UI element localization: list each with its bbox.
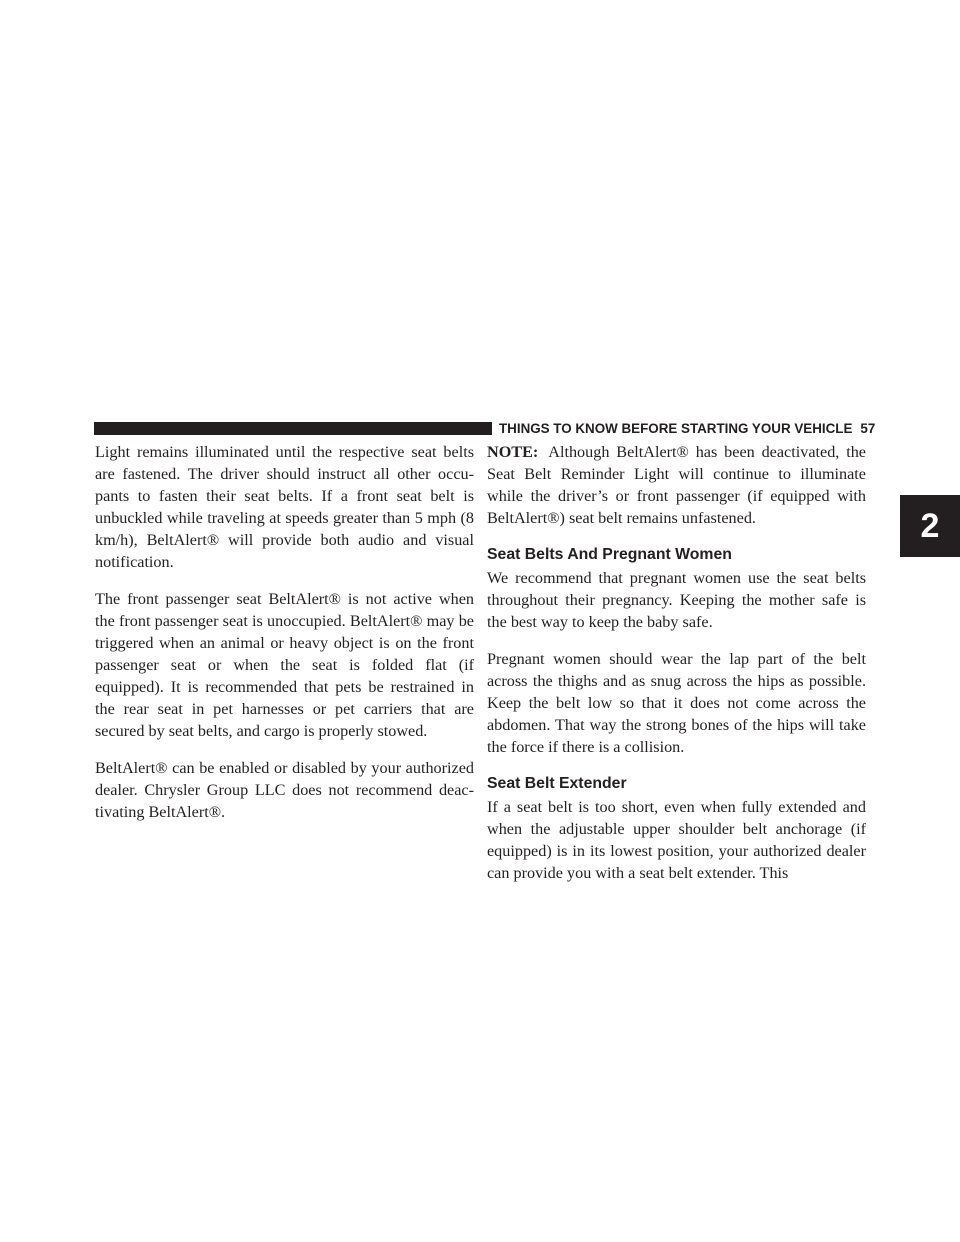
section-heading: Seat Belt Extender (487, 775, 627, 792)
right-column (487, 441, 866, 884)
note-paragraph (487, 441, 866, 529)
body-paragraph: If a seat belt is too short, even when fully extended and when the adjustable upper shoulder belt anchorage (if equipped) is in its lowest position, your authorized dealer can provide you with a seat belt extender. This (487, 798, 866, 882)
body-paragraph: Light remains illuminated until the respective seat belts are fastened. The driver should instruct all other occupants to fasten their seat belts. If a front seat belt is unbuckled while traveling at speeds greater than 5 mph (8 km/h), BeltAlert® will provide both audio and visual notification. (95, 443, 474, 571)
note-text: Although BeltAlert® has been deactivated, the Seat Belt Reminder Light will continue to illuminate while the driver’s or front passenger (if equipped with BeltAlert®) seat belt remains unfastened. (487, 443, 866, 527)
note-label: NOTE: (487, 443, 539, 461)
body-paragraph: The front passenger seat BeltAlert® is not active when the front passenger seat is unoccupied. BeltAlert® may be triggered when an animal or heavy object is on the front passenger seat or when the seat is folded flat (if equipped). It is recommended that pets be restrained in the rear seat in pet harnesses or pet carriers that are secured by seat belts, and cargo is properly stowed. (95, 590, 474, 740)
page-number: 57 (860, 421, 876, 436)
section-title: THINGS TO KNOW BEFORE STARTING YOUR VEHICLE (499, 421, 853, 436)
running-header (499, 419, 876, 439)
body-paragraph: We recommend that pregnant women use the seat belts throughout their pregnancy. Keeping the mother safe is the best way to keep the baby safe. (487, 569, 866, 631)
body-paragraph: BeltAlert® can be enabled or disabled by your authorized dealer. Chrysler Group LLC does not recommend deactivating BeltAlert®. (95, 759, 474, 821)
chapter-tab: 2 (900, 495, 960, 557)
section-heading: Seat Belts And Pregnant Women (487, 546, 732, 563)
header-rule-bar (94, 422, 492, 435)
left-column (95, 441, 474, 838)
body-paragraph: Pregnant women should wear the lap part of the belt across the thighs and as snug across the hips as possible. Keep the belt low so that it does not come across the abdomen. That way the strong bones of the hips will take the force if there is a collision. (487, 650, 866, 756)
